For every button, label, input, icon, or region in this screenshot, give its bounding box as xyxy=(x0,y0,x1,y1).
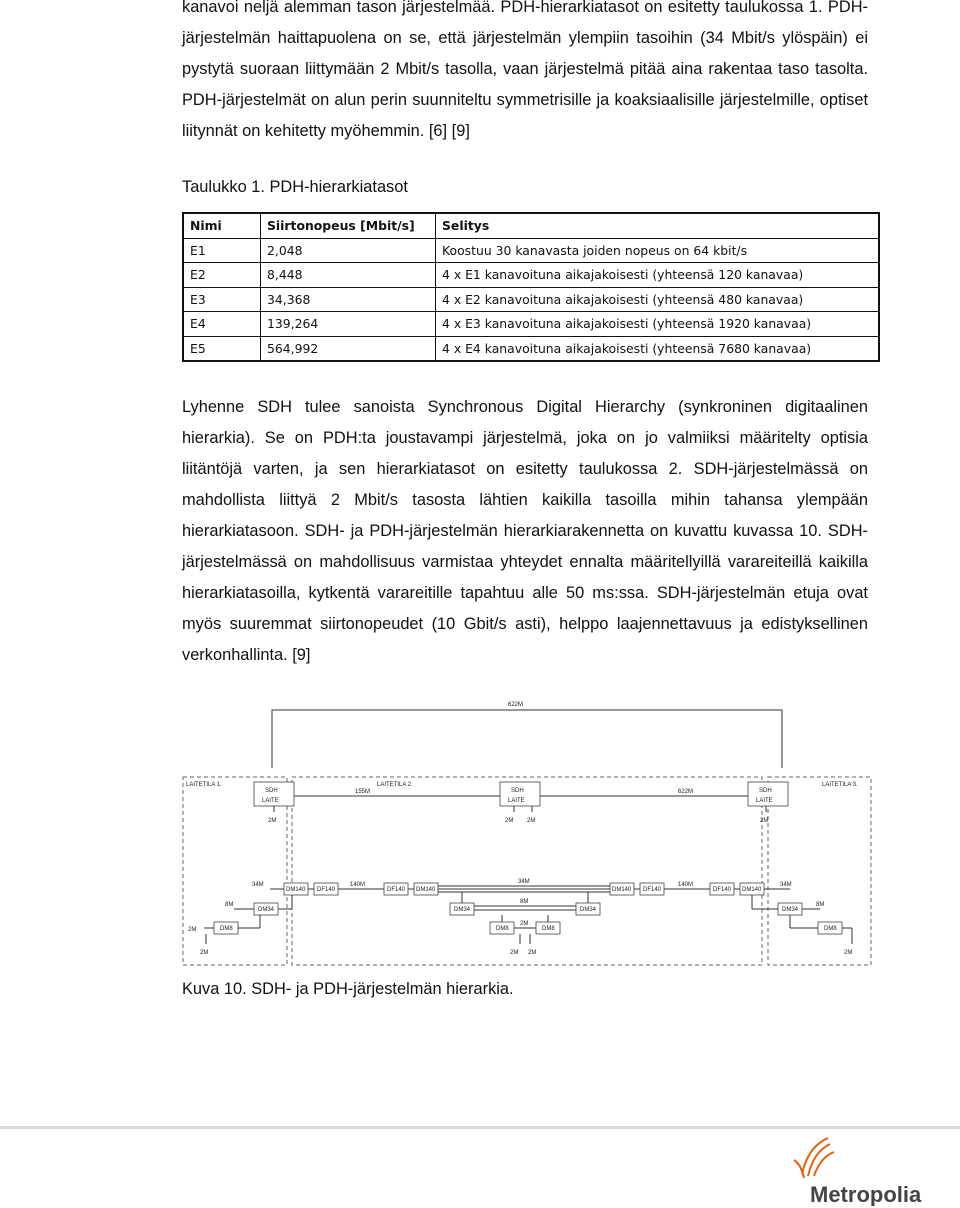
room-label-3: LAITETILA 3. xyxy=(822,782,858,788)
table-cell-description: 4 x E4 kanavoituna aikajakoisesti (yhteensä 7680 kanavaa) xyxy=(436,336,880,361)
table-header-row xyxy=(183,213,879,238)
svg-text:SDH: SDH xyxy=(265,788,278,794)
room-label-1: LAITETILA 1. xyxy=(186,782,222,788)
svg-text:2M: 2M xyxy=(528,950,537,956)
svg-text:DM34: DM34 xyxy=(454,907,471,913)
table-cell-name: E1 xyxy=(183,238,261,263)
metropolia-logo xyxy=(784,1134,924,1206)
table-cell-description: 4 x E3 kanavoituna aikajakoisesti (yhteensä 1920 kanavaa) xyxy=(436,312,880,337)
svg-text:8M: 8M xyxy=(225,902,234,908)
body-paragraph-1: kanavoi neljä alemman tason järjestelmää. PDH-hierarkiatasot on esitetty taulukossa 1. PDH-järjestelmän haittapuolena on se, että järjestelmän ylempiin tasoihin (34 Mbit/s ylöspäin) ei pystytä suoraan liittymään 2 Mbit/s tasolla, vaan järjestelmä pitää aina rakentaa taso tasolta. PDH-järjestelmät on alun perin suunniteltu symmetrisille ja koaksiaalisille järjestelmille, optiset liitynnät on kehitetty myöhemmin. [6] [9] xyxy=(182,0,868,140)
rate-label-2m: 2M xyxy=(760,818,769,824)
table-cell-rate: 8,448 xyxy=(261,263,436,288)
table-row xyxy=(183,312,879,337)
table-cell-name: E4 xyxy=(183,312,261,337)
logo-text: Metropolia xyxy=(810,1182,922,1206)
sdh-device-middle xyxy=(500,782,540,806)
svg-text:DM8: DM8 xyxy=(220,926,233,932)
svg-text:DM140: DM140 xyxy=(612,887,632,893)
svg-text:SDH: SDH xyxy=(511,788,524,794)
svg-text:LAITE: LAITE xyxy=(262,798,279,804)
svg-text:2M: 2M xyxy=(188,927,197,933)
table-cell-description: Koostuu 30 kanavasta joiden nopeus on 64 kbit/s xyxy=(436,238,880,263)
svg-text:8M: 8M xyxy=(520,899,529,905)
pdh-chain-right xyxy=(710,882,852,956)
rate-label-2m: 2M xyxy=(268,818,277,824)
body-paragraph-2: Lyhenne SDH tulee sanoista Synchronous Digital Hierarchy (synkroninen digitaalinen hierarkia). Se on PDH:ta joustavampi järjestelmä, joka on jo valmiiksi määritelty optisia liitäntöjä varten, ja sen hierarkiatasot on esitetty taulukossa 2. SDH-järjestelmässä on mahdollista liittyä 2 Mbit/s tasosta lähtien kaikilla tasoilla mihin tahansa ylempään hierarkiatasoon. SDH- ja PDH-järjestelmän hierarkiarakennetta on kuvattu kuvassa 10. SDH-järjestelmässä on mahdollisuus varmistaa yhteydet ennalta määritellyillä varareiteillä kaikilla hierarkiatasoilla, kytkentä varareitille tapahtuu alle 50 ms:ssa. SDH-järjestelmän etuja ovat myös suuremmat siirtonopeudet (10 Gbit/s asti), helppo laajennettavuus ja edistyksellinen verkonhallinta. [9] xyxy=(182,398,868,664)
svg-text:DF140: DF140 xyxy=(643,887,662,893)
footer-divider xyxy=(0,1126,960,1129)
svg-text:8M: 8M xyxy=(816,902,825,908)
pdh-chain-middle xyxy=(384,879,664,956)
svg-text:DM8: DM8 xyxy=(542,926,555,932)
table-cell-name: E2 xyxy=(183,263,261,288)
svg-text:2M: 2M xyxy=(510,950,519,956)
svg-text:DM34: DM34 xyxy=(782,907,799,913)
table-cell-description: 4 x E2 kanavoituna aikajakoisesti (yhteensä 480 kanavaa) xyxy=(436,287,880,312)
table-cell-rate: 564,992 xyxy=(261,336,436,361)
svg-text:DF140: DF140 xyxy=(317,887,336,893)
svg-text:DM34: DM34 xyxy=(258,907,275,913)
logo-flame-icon xyxy=(794,1138,834,1178)
svg-text:DM140: DM140 xyxy=(286,887,306,893)
ring-link-label: 622M xyxy=(508,702,524,708)
ring-link-line xyxy=(272,710,782,768)
link-622m-label: 622M xyxy=(678,789,694,795)
rate-label-2m: 2M xyxy=(527,818,536,824)
table-cell-rate: 2,048 xyxy=(261,238,436,263)
pdh-hierarchy-table xyxy=(182,212,880,362)
room-label-2: LAITETILA 2. xyxy=(377,782,413,788)
rate-label-140m: 140M xyxy=(678,882,694,888)
table-caption: Taulukko 1. PDH-hierarkiatasot xyxy=(182,178,408,196)
svg-text:SDH: SDH xyxy=(759,788,772,794)
svg-text:DM140: DM140 xyxy=(742,887,762,893)
table-row xyxy=(183,263,879,288)
link-155m-label: 155M xyxy=(355,789,371,795)
svg-text:DF140: DF140 xyxy=(713,887,732,893)
svg-text:2M: 2M xyxy=(520,921,529,927)
table-row xyxy=(183,238,879,263)
svg-text:34M: 34M xyxy=(518,879,530,885)
svg-text:DM34: DM34 xyxy=(580,907,597,913)
rate-label-2m: 2M xyxy=(505,818,514,824)
svg-text:DM140: DM140 xyxy=(416,887,436,893)
svg-text:34M: 34M xyxy=(780,882,792,888)
svg-text:DF140: DF140 xyxy=(387,887,406,893)
table-cell-name: E5 xyxy=(183,336,261,361)
svg-text:DM8: DM8 xyxy=(496,926,509,932)
svg-text:LAITE: LAITE xyxy=(756,798,773,804)
pdh-chain-left xyxy=(188,882,338,956)
column-header-name: Nimi xyxy=(183,213,261,238)
svg-text:34M: 34M xyxy=(252,882,264,888)
svg-text:DM8: DM8 xyxy=(824,926,837,932)
sdh-device-right xyxy=(748,782,788,806)
svg-text:LAITE: LAITE xyxy=(508,798,525,804)
table-cell-rate: 34,368 xyxy=(261,287,436,312)
table-cell-description: 4 x E1 kanavoituna aikajakoisesti (yhteensä 120 kanavaa) xyxy=(436,263,880,288)
column-header-description: Selitys xyxy=(436,213,880,238)
table-cell-rate: 139,264 xyxy=(261,312,436,337)
table-row xyxy=(183,336,879,361)
sdh-device-left xyxy=(254,782,294,806)
column-header-rate: Siirtonopeus [Mbit/s] xyxy=(261,213,436,238)
sdh-pdh-hierarchy-diagram xyxy=(180,692,874,968)
svg-text:2M: 2M xyxy=(844,950,853,956)
figure-caption: Kuva 10. SDH- ja PDH-järjestelmän hierarkia. xyxy=(182,980,514,998)
table-cell-name: E3 xyxy=(183,287,261,312)
svg-text:2M: 2M xyxy=(200,950,209,956)
table-row xyxy=(183,287,879,312)
rate-label-140m: 140M xyxy=(350,882,366,888)
